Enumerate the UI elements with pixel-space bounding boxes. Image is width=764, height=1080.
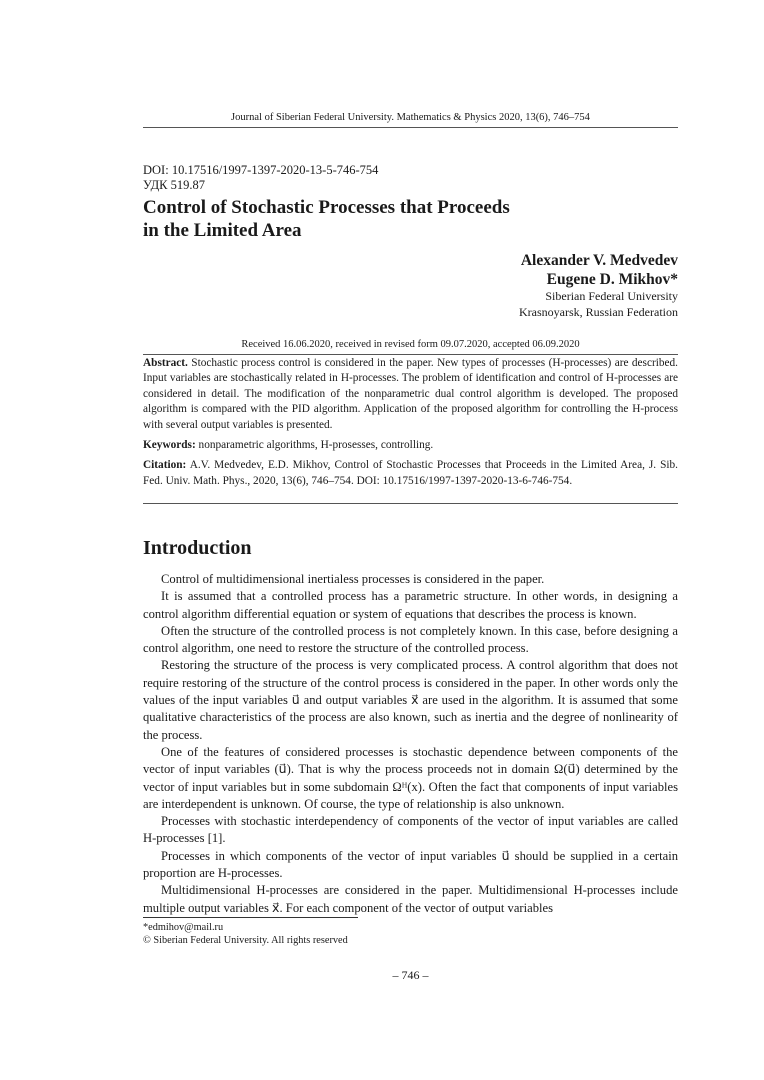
paragraph: Control of multidimensional inertialess processes is considered in the paper. — [161, 572, 545, 586]
page-number: – 746 – — [392, 968, 429, 982]
udk: УДК 519.87 — [143, 178, 205, 192]
title-line: Control of Stochastic Processes that Proceeds — [143, 197, 510, 218]
paragraph: Often the structure of the controlled process is not completely known. In this case, before designing a control algorithm, one need to restore the structure of the controlled process. — [143, 623, 678, 656]
affiliation: Siberian Federal University — [545, 289, 678, 303]
affiliation-location: Krasnoyarsk, Russian Federation — [519, 304, 678, 319]
received-dates: Received 16.06.2020, received in revised form 09.07.2020, accepted 06.09.2020 — [241, 339, 580, 350]
copyright-notice: © Siberian Federal University. All rights reserved — [143, 935, 348, 946]
paragraph: Processes with stochastic interdependency of components of the vector of input variables are called H-processes [1]. — [143, 814, 678, 846]
keywords-label: Keywords: — [143, 439, 196, 452]
author-block — [519, 251, 678, 320]
abstract-block — [143, 356, 678, 494]
author-name: Alexander V. Medvedev — [520, 252, 678, 269]
abstract-label: Abstract. — [143, 357, 188, 369]
abstract-bottom-rule — [143, 503, 678, 504]
citation-label: Citation: — [143, 459, 187, 472]
paragraph: Processes in which components of the vector of input variables u⃗ should be supplied in a certain proportion are H-processes. — [143, 848, 678, 881]
header-rule — [143, 127, 678, 128]
abstract-top-rule — [143, 354, 678, 355]
paragraph: One of the features of considered processes is stochastic dependence between components of the vector of input variables (u⃗). That is why the process proceeds not in domain Ω(u⃗) determined by the vector of input variables but in some subdomain Ωᴴ(x). Often the fact that components of input variables are interdependent is unknown. Of course, the type of relationship is also unknown. — [143, 744, 678, 811]
author-name: Eugene D. Mikhov* — [546, 271, 678, 288]
abstract-text: Stochastic process control is considered in the paper. New types of processes (H-processes) are described. Input variables are stochastically related in H-processes. The problem of identification and control of H-processes are considered in detail. The modification of the nonparametric dual control algorithm is developed. The proposed algorithm is compared with the PID algorithm. Application of the proposed algorithm for controlling the H-process with several output variables is presented. — [143, 357, 678, 431]
paper-title — [143, 196, 510, 242]
body-text — [143, 571, 678, 917]
abstract — [143, 356, 678, 433]
footnote-rule — [143, 917, 358, 918]
footnotes — [143, 921, 348, 947]
paragraph: Multidimensional H-processes are considered in the paper. Multidimensional H-processes include multiple output variables x⃗. For each component of the vector of output variables — [143, 883, 678, 915]
doi: DOI: 10.17516/1997-1397-2020-13-5-746-754 — [143, 163, 379, 177]
title-line: in the Limited Area — [143, 220, 302, 241]
keywords — [143, 438, 678, 453]
footnote-email: *edmihov@mail.ru — [143, 922, 224, 933]
paragraph: Restoring the structure of the process is very complicated process. A control algorithm that does not require restoring of the structure of the control process is considered in the paper. In other words only the values of the input variables u⃗ and output variables x⃗ are used in the algorithm. It is assumed that some qualitative characteristics of the process are also known, such as inertia and the degree of nonlinearity of the process. — [143, 658, 678, 742]
paragraph: It is assumed that a controlled process has a parametric structure. In other words, in designing a control algorithm differential equation or system of equations that describes the process is known. — [143, 589, 678, 621]
citation — [143, 458, 678, 489]
section-heading: Introduction — [143, 537, 252, 559]
running-header: Journal of Siberian Federal University. Mathematics & Physics 2020, 13(6), 746–754 — [231, 112, 590, 123]
citation-text: A.V. Medvedev, E.D. Mikhov, Control of Stochastic Processes that Proceeds in the Limited Area, J. Sib. Fed. Univ. Math. Phys., 2020, 13(6), 746–754. DOI: 10.17516/1997-1397-2020-13-6-746-754. — [143, 459, 678, 487]
keywords-text: nonparametric algorithms, H-prosesses, controlling. — [198, 439, 434, 452]
